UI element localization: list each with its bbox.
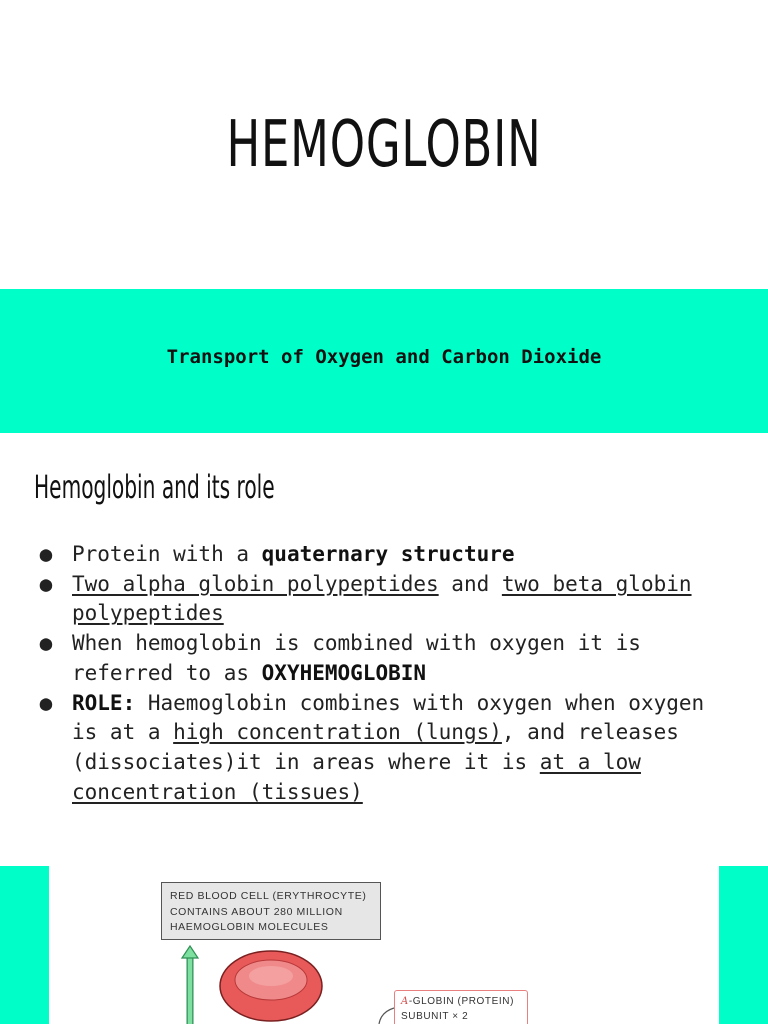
bullet-dot: ●	[39, 690, 53, 715]
alpha-label-line1: -GLOBIN (PROTEIN)	[408, 996, 515, 1007]
accent-band-left	[0, 866, 49, 1024]
red-blood-cell-icon	[220, 951, 322, 1021]
alpha-globin-label	[394, 990, 528, 1024]
bullet-underlined: two beta globin polypeptides	[72, 571, 692, 626]
bullet-text: When hemoglobin is combined with oxygen it is referred to as	[72, 631, 641, 685]
bullet-underlined: Two alpha globin polypeptides	[72, 571, 439, 596]
rbc-caption-line: CONTAINS ABOUT 280 MILLION	[170, 905, 343, 918]
bullet-underlined: high concentration (lungs)	[173, 720, 502, 745]
bullet-text: Protein with a	[72, 542, 262, 566]
bullet-bold: quaternary structure	[261, 542, 515, 566]
alpha-symbol: Α	[401, 996, 409, 1007]
slide-title: HEMOGLOBIN	[226, 108, 542, 182]
section-heading: Hemoglobin and its role	[34, 468, 275, 506]
bullet-text: Haemoglobin combines with oxygen when oxygen is at a	[72, 690, 705, 745]
slide-subtitle: Transport of Oxygen and Carbon Dioxide	[166, 346, 602, 368]
bullet-list	[36, 540, 736, 807]
up-arrow-icon	[182, 946, 198, 1024]
rbc-caption-box	[161, 882, 381, 940]
subtitle-banner	[0, 289, 768, 433]
alpha-label-line2: SUBUNIT × 2	[401, 1011, 469, 1022]
label-connector	[379, 1008, 394, 1024]
rbc-caption-line: HAEMOGLOBIN MOLECULES	[170, 921, 329, 933]
bullet-bold: ROLE:	[72, 690, 136, 715]
accent-band-right	[719, 866, 768, 1024]
bullet-dot: ●	[39, 631, 53, 656]
bullet-dot: ●	[39, 571, 53, 596]
rbc-caption-line: RED BLOOD CELL (ERYTHROCYTE)	[170, 890, 367, 902]
bullet-text: , and releases (dissociates)it in areas where it is	[72, 720, 679, 774]
bullet-bold: OXYHEMOGLOBIN	[261, 660, 427, 685]
bullet-text: and	[438, 571, 502, 596]
diagram-drawing	[49, 866, 719, 1024]
bullet-dot: ●	[39, 542, 53, 566]
hemoglobin-diagram	[49, 866, 719, 1024]
bullet-item	[36, 629, 736, 688]
bullet-item	[36, 540, 736, 570]
bullet-underlined: at a low concentration (tissues)	[72, 749, 641, 804]
bullet-item	[36, 570, 736, 629]
bullet-item	[36, 689, 736, 808]
